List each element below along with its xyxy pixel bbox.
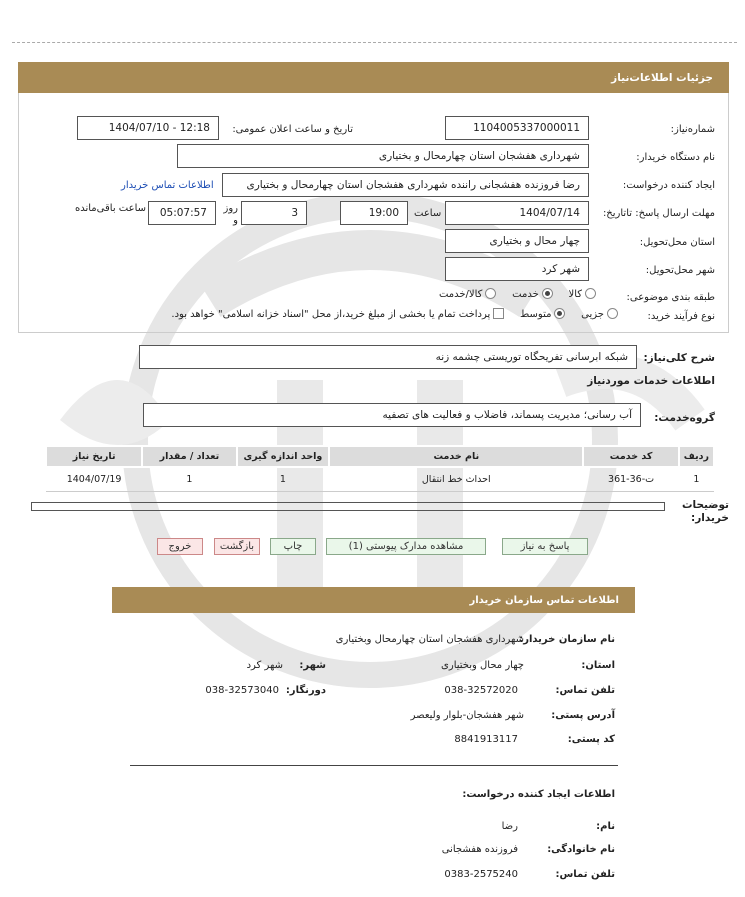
phone-label: تلفن تماس: bbox=[555, 685, 615, 696]
cell-name: احداث خط انتقال bbox=[329, 467, 583, 492]
col-code-header: کد خدمت bbox=[583, 446, 678, 467]
treasury-payment-option[interactable]: پرداخت تمام یا بخشی از مبلغ خرید،از محل "اسناد خزانه اسلامی" خواهد بود. bbox=[171, 309, 507, 320]
col-date-header: تاریخ نیاز bbox=[46, 446, 142, 467]
contact-city-label: شهر: bbox=[299, 660, 326, 671]
province-label: استان محل‌تحویل: bbox=[639, 237, 715, 248]
radio-icon bbox=[585, 288, 596, 299]
cell-row: 1 bbox=[679, 467, 714, 492]
creator-family-label: نام خانوادگی: bbox=[547, 844, 615, 855]
deadline-label: مهلت ارسال پاسخ: تاتاریخ: bbox=[602, 208, 715, 219]
cell-date: 1404/07/19 bbox=[46, 467, 142, 492]
col-row-header: ردیف bbox=[679, 446, 714, 467]
contact-city-value: شهر کرد bbox=[246, 660, 283, 671]
radio-selected-icon bbox=[554, 308, 565, 319]
category-option-service[interactable]: خدمت bbox=[512, 289, 556, 300]
remaining-field[interactable]: 05:07:57 bbox=[148, 201, 216, 225]
city-label: شهر محل‌تحویل: bbox=[645, 265, 715, 276]
attachments-button[interactable]: مشاهده مدارک پیوستی (1) bbox=[326, 538, 486, 555]
radio-selected-icon bbox=[542, 288, 553, 299]
contact-header-title: اطلاعات تماس سازمان خریدار bbox=[469, 595, 619, 606]
days-label: روز و bbox=[223, 203, 238, 226]
reply-button[interactable]: پاسخ به نیاز bbox=[502, 538, 588, 555]
creator-name-label: نام: bbox=[596, 821, 615, 832]
creator-field[interactable]: رضا فروزنده هفشجانی راننده شهرداری هفشجان استان چهارمحال و بختیاری bbox=[222, 173, 589, 197]
cell-unit: 1 bbox=[237, 467, 330, 492]
days-field[interactable]: 3 bbox=[241, 201, 307, 225]
address-label: آدرس پستی: bbox=[551, 710, 615, 721]
need-number-label: شماره‌نیاز: bbox=[670, 124, 715, 135]
contact-province-value: چهار محال وبختیاری bbox=[441, 660, 524, 671]
radio-icon bbox=[607, 308, 618, 319]
services-table bbox=[45, 445, 715, 492]
org-value: شهرداری هفشجان استان چهارمحال وبختیاری bbox=[335, 634, 524, 645]
buyer-contact-link[interactable]: اطلاعات تماس خریدار bbox=[121, 180, 214, 191]
creator-family-value: فروزنده هفشجانی bbox=[441, 844, 518, 855]
contact-province-label: استان: bbox=[581, 660, 615, 671]
contact-divider bbox=[130, 765, 618, 766]
col-name-header: نام خدمت bbox=[329, 446, 583, 467]
summary-field[interactable]: شبکه ابرسانی تفریحگاه توریستی چشمه زنه bbox=[139, 345, 637, 369]
fax-label: دورنگار: bbox=[285, 685, 326, 696]
address-value: شهر هفشجان-بلوار ولیعصر bbox=[410, 710, 524, 721]
exit-button[interactable]: خروج bbox=[157, 538, 203, 555]
fax-value: 038-32573040 bbox=[205, 685, 279, 696]
buyer-notes-label: توضیحات خریدار: bbox=[681, 499, 729, 524]
org-label: نام سازمان خریدار: bbox=[519, 634, 615, 645]
process-label: نوع فرآیند خرید: bbox=[647, 311, 715, 322]
back-button[interactable]: بازگشت bbox=[214, 538, 260, 555]
creator-info-title: اطلاعات ایجاد کننده درخواست: bbox=[462, 789, 615, 800]
details-header bbox=[18, 62, 729, 93]
table-header-row bbox=[46, 446, 714, 467]
buyer-notes-field[interactable] bbox=[31, 502, 665, 511]
need-number-field[interactable]: 1104005337000011 bbox=[445, 116, 589, 140]
announce-label: تاریخ و ساعت اعلان عمومی: bbox=[232, 124, 353, 135]
remaining-label: ساعت باقی‌مانده bbox=[74, 203, 146, 214]
phone-value: 038-32572020 bbox=[444, 685, 518, 696]
col-qty-header: تعداد / مقدار bbox=[142, 446, 236, 467]
postal-value: 8841913117 bbox=[454, 734, 518, 745]
creator-phone-label: تلفن تماس: bbox=[555, 869, 615, 880]
details-header-title: جزئیات اطلاعات‌نیاز bbox=[611, 72, 713, 84]
summary-label: شرح کلی‌نیاز: bbox=[643, 352, 715, 364]
province-field[interactable]: چهار محال و بختیاری bbox=[445, 229, 589, 253]
creator-label: ایجاد کننده درخواست: bbox=[622, 180, 715, 191]
buyer-field[interactable]: شهرداری هفشجان استان چهارمحال و بختیاری bbox=[177, 144, 589, 168]
category-option-both[interactable]: کالا/خدمت bbox=[439, 289, 500, 300]
process-option-medium[interactable]: متوسط bbox=[520, 309, 568, 320]
time-label: ساعت bbox=[414, 208, 442, 219]
process-radios bbox=[171, 308, 621, 320]
process-option-minor[interactable]: جزیی bbox=[581, 309, 621, 320]
cell-code: ت-36-361 bbox=[583, 467, 678, 492]
city-field[interactable]: شهر کرد bbox=[445, 257, 589, 281]
col-unit-header: واحد اندازه گیری bbox=[237, 446, 330, 467]
cell-qty: 1 bbox=[142, 467, 236, 492]
category-label: طبقه بندی موضوعی: bbox=[626, 292, 715, 303]
postal-label: کد پستی: bbox=[567, 734, 615, 745]
deadline-time-field[interactable]: 19:00 bbox=[340, 201, 408, 225]
checkbox-icon bbox=[493, 308, 504, 319]
announce-field[interactable]: 1404/07/10 - 12:18 bbox=[77, 116, 219, 140]
services-title: اطلاعات خدمات موردنیاز bbox=[587, 375, 715, 387]
service-group-label: گروه‌خدمت: bbox=[654, 412, 715, 424]
category-option-goods[interactable]: کالا bbox=[568, 289, 599, 300]
service-group-field[interactable]: آب رسانی؛ مدیریت پسماند، فاضلاب و فعالیت های تصفیه bbox=[143, 403, 641, 427]
category-radios bbox=[439, 288, 599, 300]
creator-phone-value: 0383-2575240 bbox=[444, 869, 518, 880]
contact-header bbox=[112, 587, 635, 613]
print-button[interactable]: چاپ bbox=[270, 538, 316, 555]
creator-name-value: رضا bbox=[501, 821, 518, 832]
table-row[interactable] bbox=[46, 467, 714, 492]
buyer-label: نام دستگاه خریدار: bbox=[636, 152, 715, 163]
deadline-date-field[interactable]: 1404/07/14 bbox=[445, 201, 589, 225]
radio-icon bbox=[485, 288, 496, 299]
